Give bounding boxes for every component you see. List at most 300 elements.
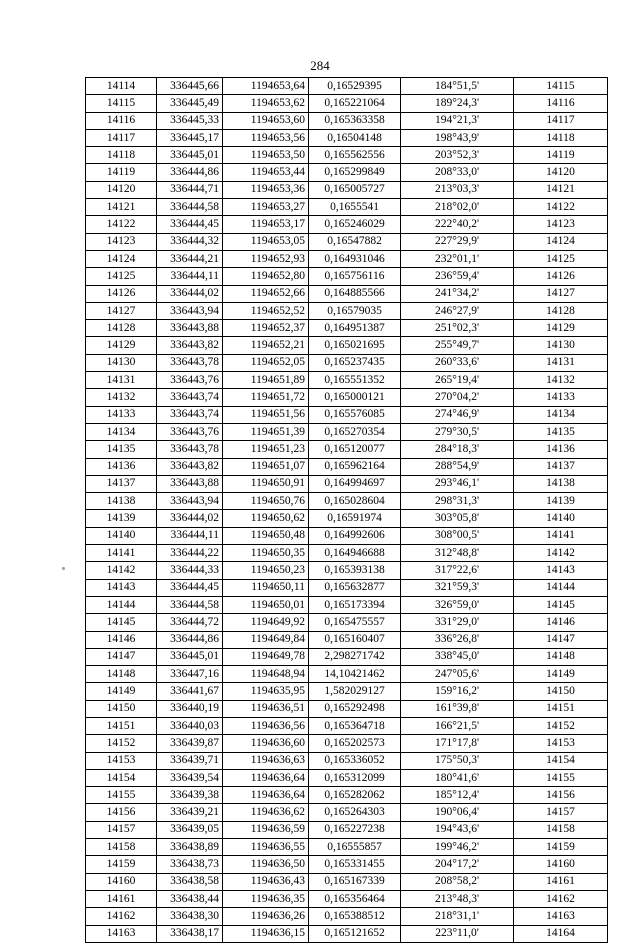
direction-angle-cell: 298°31,3': [401, 493, 514, 510]
distance-cell: 0,165363358: [309, 112, 401, 129]
direction-angle-cell: 213°03,3': [401, 181, 514, 198]
distance-cell: 0,165167339: [309, 873, 401, 890]
x-coordinate-cell: 336443,74: [157, 389, 223, 406]
next-point-number-cell: 14146: [514, 614, 608, 631]
table-row: [86, 839, 608, 856]
point-number-cell: 14137: [86, 475, 157, 492]
next-point-number-cell: 14162: [514, 890, 608, 907]
y-coordinate-cell: 1194636,50: [223, 856, 309, 873]
y-coordinate-cell: 1194651,72: [223, 389, 309, 406]
next-point-number-cell: 14138: [514, 475, 608, 492]
x-coordinate-cell: 336439,87: [157, 735, 223, 752]
next-point-number-cell: 14147: [514, 631, 608, 648]
direction-angle-cell: 194°43,6': [401, 821, 514, 838]
direction-angle-cell: 288°54,9': [401, 458, 514, 475]
x-coordinate-cell: 336439,54: [157, 769, 223, 786]
distance-cell: 0,165632877: [309, 579, 401, 596]
distance-cell: 0,1655541: [309, 199, 401, 216]
next-point-number-cell: 14142: [514, 545, 608, 562]
point-number-cell: 14135: [86, 441, 157, 458]
distance-cell: 0,165356464: [309, 890, 401, 907]
direction-angle-cell: 255°49,7': [401, 337, 514, 354]
next-point-number-cell: 14116: [514, 95, 608, 112]
distance-cell: 0,164992606: [309, 527, 401, 544]
point-number-cell: 14139: [86, 510, 157, 527]
y-coordinate-cell: 1194636,64: [223, 787, 309, 804]
direction-angle-cell: 184°51,5': [401, 78, 514, 95]
next-point-number-cell: 14120: [514, 164, 608, 181]
y-coordinate-cell: 1194653,56: [223, 129, 309, 146]
next-point-number-cell: 14130: [514, 337, 608, 354]
distance-cell: 0,16579035: [309, 302, 401, 319]
direction-angle-cell: 336°26,8': [401, 631, 514, 648]
x-coordinate-cell: 336444,86: [157, 631, 223, 648]
x-coordinate-cell: 336440,03: [157, 717, 223, 734]
direction-angle-cell: 232°01,1': [401, 250, 514, 267]
table-row: [86, 856, 608, 873]
direction-angle-cell: 293°46,1': [401, 475, 514, 492]
point-number-cell: 14117: [86, 129, 157, 146]
table-row: [86, 735, 608, 752]
direction-angle-cell: 274°46,9': [401, 406, 514, 423]
x-coordinate-cell: 336444,02: [157, 510, 223, 527]
table-row: [86, 95, 608, 112]
direction-angle-cell: 166°21,5': [401, 717, 514, 734]
distance-cell: 0,165270354: [309, 423, 401, 440]
next-point-number-cell: 14150: [514, 683, 608, 700]
direction-angle-cell: 338°45,0': [401, 648, 514, 665]
y-coordinate-cell: 1194651,39: [223, 423, 309, 440]
point-number-cell: 14146: [86, 631, 157, 648]
x-coordinate-cell: 336439,38: [157, 787, 223, 804]
point-number-cell: 14118: [86, 147, 157, 164]
y-coordinate-cell: 1194653,62: [223, 95, 309, 112]
x-coordinate-cell: 336444,32: [157, 233, 223, 250]
distance-cell: 0,165221064: [309, 95, 401, 112]
point-number-cell: 14136: [86, 458, 157, 475]
direction-angle-cell: 213°48,3': [401, 890, 514, 907]
x-coordinate-cell: 336440,19: [157, 700, 223, 717]
point-number-cell: 14154: [86, 769, 157, 786]
distance-cell: 0,165292498: [309, 700, 401, 717]
y-coordinate-cell: 1194653,64: [223, 78, 309, 95]
point-number-cell: 14158: [86, 839, 157, 856]
point-number-cell: 14115: [86, 95, 157, 112]
distance-cell: 0,16547882: [309, 233, 401, 250]
table-row: [86, 666, 608, 683]
distance-cell: 0,16591974: [309, 510, 401, 527]
table-row: [86, 285, 608, 302]
table-row: [86, 493, 608, 510]
distance-cell: 0,165962164: [309, 458, 401, 475]
y-coordinate-cell: 1194648,94: [223, 666, 309, 683]
next-point-number-cell: 14121: [514, 181, 608, 198]
point-number-cell: 14120: [86, 181, 157, 198]
point-number-cell: 14161: [86, 890, 157, 907]
x-coordinate-cell: 336444,02: [157, 285, 223, 302]
y-coordinate-cell: 1194636,60: [223, 735, 309, 752]
direction-angle-cell: 321°59,3': [401, 579, 514, 596]
point-number-cell: 14124: [86, 250, 157, 267]
next-point-number-cell: 14159: [514, 839, 608, 856]
y-coordinate-cell: 1194653,27: [223, 199, 309, 216]
point-number-cell: 14129: [86, 337, 157, 354]
table-row: [86, 683, 608, 700]
x-coordinate-cell: 336438,30: [157, 908, 223, 925]
direction-angle-cell: 236°59,4': [401, 268, 514, 285]
next-point-number-cell: 14135: [514, 423, 608, 440]
point-number-cell: 14121: [86, 199, 157, 216]
point-number-cell: 14155: [86, 787, 157, 804]
next-point-number-cell: 14160: [514, 856, 608, 873]
table-row: [86, 873, 608, 890]
point-number-cell: 14116: [86, 112, 157, 129]
x-coordinate-cell: 336444,21: [157, 250, 223, 267]
x-coordinate-cell: 336443,74: [157, 406, 223, 423]
y-coordinate-cell: 1194653,36: [223, 181, 309, 198]
distance-cell: 0,165000121: [309, 389, 401, 406]
distance-cell: 0,165246029: [309, 216, 401, 233]
direction-angle-cell: 303°05,8': [401, 510, 514, 527]
next-point-number-cell: 14117: [514, 112, 608, 129]
table-row: [86, 216, 608, 233]
table-row: [86, 337, 608, 354]
next-point-number-cell: 14126: [514, 268, 608, 285]
y-coordinate-cell: 1194650,62: [223, 510, 309, 527]
next-point-number-cell: 14157: [514, 804, 608, 821]
next-point-number-cell: 14151: [514, 700, 608, 717]
point-number-cell: 14122: [86, 216, 157, 233]
direction-angle-cell: 199°46,2': [401, 839, 514, 856]
x-coordinate-cell: 336444,11: [157, 527, 223, 544]
y-coordinate-cell: 1194651,07: [223, 458, 309, 475]
next-point-number-cell: 14125: [514, 250, 608, 267]
x-coordinate-cell: 336438,73: [157, 856, 223, 873]
direction-angle-cell: 185°12,4': [401, 787, 514, 804]
distance-cell: 0,164946688: [309, 545, 401, 562]
x-coordinate-cell: 336443,78: [157, 441, 223, 458]
next-point-number-cell: 14153: [514, 735, 608, 752]
direction-angle-cell: 326°59,0': [401, 596, 514, 613]
table-row: [86, 700, 608, 717]
direction-angle-cell: 312°48,8': [401, 545, 514, 562]
direction-angle-cell: 251°02,3': [401, 320, 514, 337]
table-row: [86, 199, 608, 216]
x-coordinate-cell: 336443,76: [157, 423, 223, 440]
distance-cell: 0,165237435: [309, 354, 401, 371]
next-point-number-cell: 14144: [514, 579, 608, 596]
next-point-number-cell: 14133: [514, 389, 608, 406]
next-point-number-cell: 14164: [514, 925, 608, 942]
direction-angle-cell: 194°21,3': [401, 112, 514, 129]
direction-angle-cell: 331°29,0': [401, 614, 514, 631]
direction-angle-cell: 218°02,0': [401, 199, 514, 216]
distance-cell: 0,165005727: [309, 181, 401, 198]
y-coordinate-cell: 1194653,17: [223, 216, 309, 233]
table-row: [86, 320, 608, 337]
direction-angle-cell: 317°22,6': [401, 562, 514, 579]
direction-angle-cell: 175°50,3': [401, 752, 514, 769]
x-coordinate-cell: 336441,67: [157, 683, 223, 700]
distance-cell: 0,165120077: [309, 441, 401, 458]
x-coordinate-cell: 336444,86: [157, 164, 223, 181]
x-coordinate-cell: 336443,76: [157, 372, 223, 389]
y-coordinate-cell: 1194652,80: [223, 268, 309, 285]
distance-cell: 0,165312099: [309, 769, 401, 786]
point-number-cell: 14131: [86, 372, 157, 389]
x-coordinate-cell: 336444,71: [157, 181, 223, 198]
y-coordinate-cell: 1194650,35: [223, 545, 309, 562]
point-number-cell: 14156: [86, 804, 157, 821]
y-coordinate-cell: 1194650,23: [223, 562, 309, 579]
x-coordinate-cell: 336445,49: [157, 95, 223, 112]
table-row: [86, 233, 608, 250]
x-coordinate-cell: 336444,33: [157, 562, 223, 579]
next-point-number-cell: 14119: [514, 147, 608, 164]
direction-angle-cell: 279°30,5': [401, 423, 514, 440]
point-number-cell: 14123: [86, 233, 157, 250]
distance-cell: 0,165264303: [309, 804, 401, 821]
table-row: [86, 458, 608, 475]
y-coordinate-cell: 1194651,89: [223, 372, 309, 389]
page-number: 284: [310, 58, 330, 73]
next-point-number-cell: 14129: [514, 320, 608, 337]
table-row: [86, 354, 608, 371]
next-point-number-cell: 14143: [514, 562, 608, 579]
next-point-number-cell: 14131: [514, 354, 608, 371]
x-coordinate-cell: 336443,94: [157, 493, 223, 510]
distance-cell: 0,16529395: [309, 78, 401, 95]
next-point-number-cell: 14141: [514, 527, 608, 544]
direction-angle-cell: 161°39,8': [401, 700, 514, 717]
y-coordinate-cell: 1194651,56: [223, 406, 309, 423]
point-number-cell: 14143: [86, 579, 157, 596]
point-number-cell: 14128: [86, 320, 157, 337]
table-row: [86, 147, 608, 164]
direction-angle-cell: 223°11,0': [401, 925, 514, 942]
distance-cell: 0,165336052: [309, 752, 401, 769]
margin-mark: [62, 567, 65, 570]
next-point-number-cell: 14161: [514, 873, 608, 890]
distance-cell: 2,298271742: [309, 648, 401, 665]
next-point-number-cell: 14140: [514, 510, 608, 527]
x-coordinate-cell: 336443,78: [157, 354, 223, 371]
table-row: [86, 769, 608, 786]
point-number-cell: 14125: [86, 268, 157, 285]
table-row: [86, 423, 608, 440]
point-number-cell: 14145: [86, 614, 157, 631]
point-number-cell: 14149: [86, 683, 157, 700]
direction-angle-cell: 241°34,2': [401, 285, 514, 302]
next-point-number-cell: 14152: [514, 717, 608, 734]
x-coordinate-cell: 336445,01: [157, 648, 223, 665]
point-number-cell: 14130: [86, 354, 157, 371]
next-point-number-cell: 14123: [514, 216, 608, 233]
point-number-cell: 14119: [86, 164, 157, 181]
table-row: [86, 406, 608, 423]
y-coordinate-cell: 1194653,05: [223, 233, 309, 250]
distance-cell: 0,165227238: [309, 821, 401, 838]
y-coordinate-cell: 1194636,56: [223, 717, 309, 734]
x-coordinate-cell: 336438,58: [157, 873, 223, 890]
table-row: [86, 302, 608, 319]
table-row: [86, 908, 608, 925]
distance-cell: 0,165756116: [309, 268, 401, 285]
next-point-number-cell: 14163: [514, 908, 608, 925]
table-row: [86, 545, 608, 562]
coordinates-table: [85, 77, 608, 943]
y-coordinate-cell: 1194636,51: [223, 700, 309, 717]
distance-cell: 0,165393138: [309, 562, 401, 579]
direction-angle-cell: 190°06,4': [401, 804, 514, 821]
x-coordinate-cell: 336444,58: [157, 199, 223, 216]
y-coordinate-cell: 1194636,64: [223, 769, 309, 786]
x-coordinate-cell: 336438,44: [157, 890, 223, 907]
direction-angle-cell: 308°00,5': [401, 527, 514, 544]
x-coordinate-cell: 336445,01: [157, 147, 223, 164]
x-coordinate-cell: 336444,11: [157, 268, 223, 285]
table-row: [86, 579, 608, 596]
next-point-number-cell: 14127: [514, 285, 608, 302]
y-coordinate-cell: 1194636,55: [223, 839, 309, 856]
table-row: [86, 804, 608, 821]
table-row: [86, 112, 608, 129]
distance-cell: 0,165021695: [309, 337, 401, 354]
x-coordinate-cell: 336444,22: [157, 545, 223, 562]
x-coordinate-cell: 336439,71: [157, 752, 223, 769]
y-coordinate-cell: 1194649,78: [223, 648, 309, 665]
table-row: [86, 596, 608, 613]
y-coordinate-cell: 1194636,26: [223, 908, 309, 925]
point-number-cell: 14163: [86, 925, 157, 942]
x-coordinate-cell: 336445,33: [157, 112, 223, 129]
y-coordinate-cell: 1194636,43: [223, 873, 309, 890]
point-number-cell: 14114: [86, 78, 157, 95]
direction-angle-cell: 222°40,2': [401, 216, 514, 233]
next-point-number-cell: 14137: [514, 458, 608, 475]
x-coordinate-cell: 336443,82: [157, 337, 223, 354]
table-row: [86, 614, 608, 631]
direction-angle-cell: 218°31,1': [401, 908, 514, 925]
point-number-cell: 14150: [86, 700, 157, 717]
direction-angle-cell: 171°17,8': [401, 735, 514, 752]
y-coordinate-cell: 1194636,59: [223, 821, 309, 838]
next-point-number-cell: 14118: [514, 129, 608, 146]
table-row: [86, 181, 608, 198]
direction-angle-cell: 208°33,0': [401, 164, 514, 181]
distance-cell: 0,165388512: [309, 908, 401, 925]
point-number-cell: 14126: [86, 285, 157, 302]
table-row: [86, 372, 608, 389]
table-row: [86, 821, 608, 838]
distance-cell: 0,164885566: [309, 285, 401, 302]
direction-angle-cell: 246°27,9': [401, 302, 514, 319]
x-coordinate-cell: 336439,05: [157, 821, 223, 838]
direction-angle-cell: 284°18,3': [401, 441, 514, 458]
y-coordinate-cell: 1194636,63: [223, 752, 309, 769]
direction-angle-cell: 204°17,2': [401, 856, 514, 873]
x-coordinate-cell: 336444,58: [157, 596, 223, 613]
y-coordinate-cell: 1194650,01: [223, 596, 309, 613]
distance-cell: 0,165576085: [309, 406, 401, 423]
x-coordinate-cell: 336443,88: [157, 475, 223, 492]
direction-angle-cell: 265°19,4': [401, 372, 514, 389]
y-coordinate-cell: 1194636,62: [223, 804, 309, 821]
x-coordinate-cell: 336438,17: [157, 925, 223, 942]
direction-angle-cell: 159°16,2': [401, 683, 514, 700]
distance-cell: 0,16555857: [309, 839, 401, 856]
x-coordinate-cell: 336445,17: [157, 129, 223, 146]
next-point-number-cell: 14134: [514, 406, 608, 423]
point-number-cell: 14157: [86, 821, 157, 838]
table-row: [86, 925, 608, 942]
distance-cell: 0,165364718: [309, 717, 401, 734]
point-number-cell: 14160: [86, 873, 157, 890]
y-coordinate-cell: 1194652,05: [223, 354, 309, 371]
x-coordinate-cell: 336439,21: [157, 804, 223, 821]
next-point-number-cell: 14136: [514, 441, 608, 458]
distance-cell: 0,165475557: [309, 614, 401, 631]
y-coordinate-cell: 1194636,35: [223, 890, 309, 907]
table-row: [86, 475, 608, 492]
table-body: [86, 78, 608, 943]
point-number-cell: 14153: [86, 752, 157, 769]
direction-angle-cell: 180°41,6': [401, 769, 514, 786]
x-coordinate-cell: 336443,94: [157, 302, 223, 319]
point-number-cell: 14159: [86, 856, 157, 873]
next-point-number-cell: 14128: [514, 302, 608, 319]
direction-angle-cell: 189°24,3': [401, 95, 514, 112]
distance-cell: 0,165121652: [309, 925, 401, 942]
y-coordinate-cell: 1194653,60: [223, 112, 309, 129]
distance-cell: 0,16504148: [309, 129, 401, 146]
y-coordinate-cell: 1194649,92: [223, 614, 309, 631]
next-point-number-cell: 14155: [514, 769, 608, 786]
y-coordinate-cell: 1194636,15: [223, 925, 309, 942]
point-number-cell: 14162: [86, 908, 157, 925]
y-coordinate-cell: 1194652,93: [223, 250, 309, 267]
table-row: [86, 250, 608, 267]
distance-cell: 0,165028604: [309, 493, 401, 510]
x-coordinate-cell: 336443,88: [157, 320, 223, 337]
x-coordinate-cell: 336438,89: [157, 839, 223, 856]
next-point-number-cell: 14122: [514, 199, 608, 216]
direction-angle-cell: 247°05,6': [401, 666, 514, 683]
table-row: [86, 527, 608, 544]
distance-cell: 0,165331455: [309, 856, 401, 873]
y-coordinate-cell: 1194650,76: [223, 493, 309, 510]
y-coordinate-cell: 1194652,37: [223, 320, 309, 337]
y-coordinate-cell: 1194649,84: [223, 631, 309, 648]
point-number-cell: 14134: [86, 423, 157, 440]
y-coordinate-cell: 1194652,21: [223, 337, 309, 354]
point-number-cell: 14140: [86, 527, 157, 544]
direction-angle-cell: 227°29,9': [401, 233, 514, 250]
distance-cell: 1,582029127: [309, 683, 401, 700]
next-point-number-cell: 14145: [514, 596, 608, 613]
distance-cell: 0,165173394: [309, 596, 401, 613]
point-number-cell: 14152: [86, 735, 157, 752]
table-row: [86, 717, 608, 734]
distance-cell: 0,164931046: [309, 250, 401, 267]
direction-angle-cell: 270°04,2': [401, 389, 514, 406]
x-coordinate-cell: 336444,45: [157, 216, 223, 233]
table-row: [86, 389, 608, 406]
distance-cell: 0,165202573: [309, 735, 401, 752]
distance-cell: 0,165160407: [309, 631, 401, 648]
direction-angle-cell: 208°58,2': [401, 873, 514, 890]
table-row: [86, 78, 608, 95]
